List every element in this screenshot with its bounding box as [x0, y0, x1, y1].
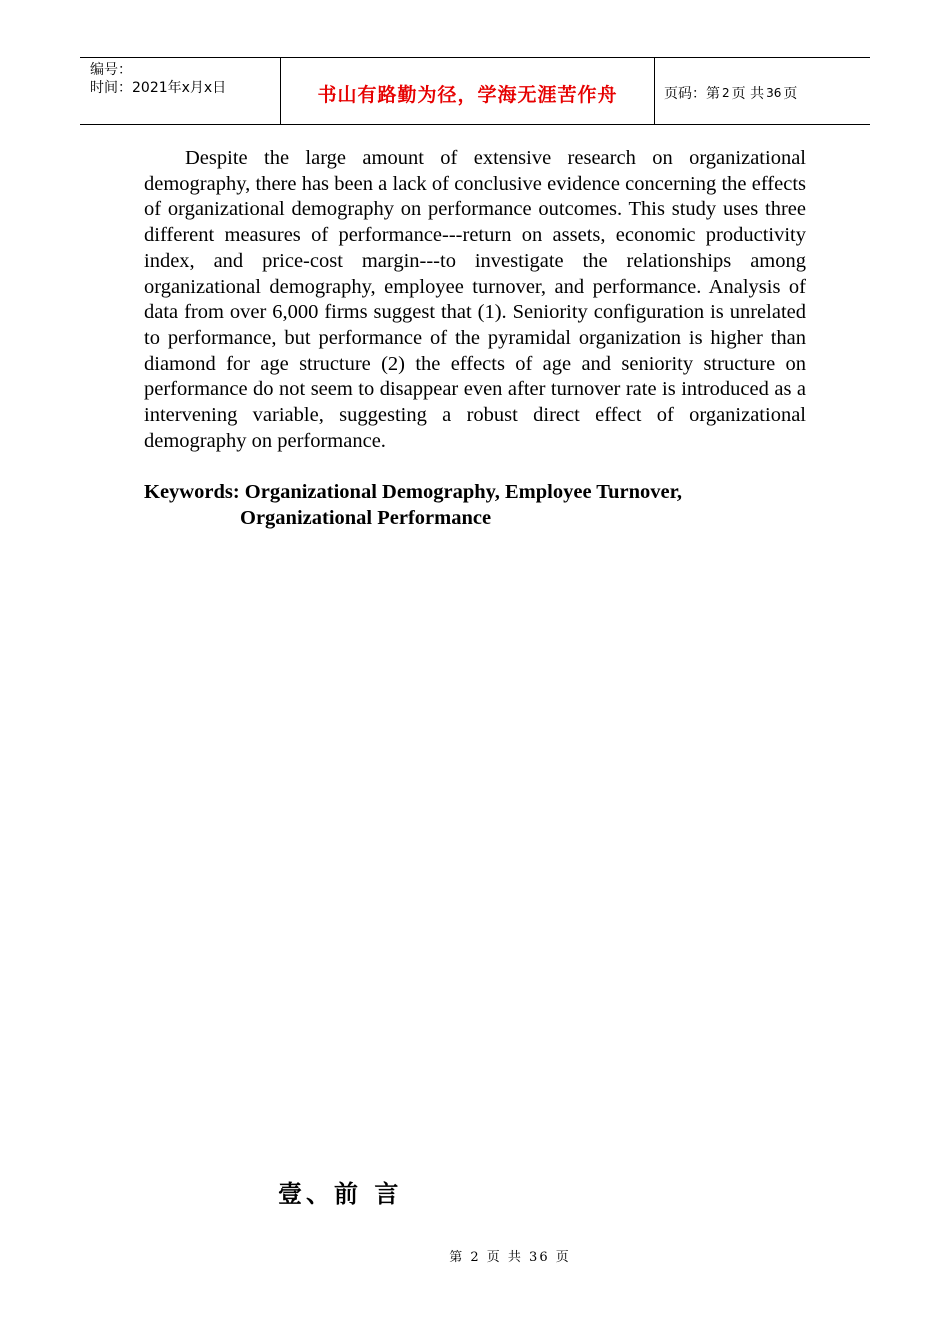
date-label: 时间：2021年x月x日 [90, 80, 227, 96]
header-motto-cell [281, 58, 655, 124]
section-heading: 壹、前 言 [278, 1179, 403, 1208]
motto-text: 书山有路勤为径，学海无涯苦作舟 [317, 83, 618, 106]
header-page-cell [655, 58, 870, 124]
page-prefix: 页码：第 [664, 86, 720, 102]
keywords-line-1: Keywords: Organizational Demography, Employee Turnover, [144, 481, 682, 503]
page-mid: 页 共 [731, 86, 765, 102]
header-info-cell [80, 58, 281, 124]
page-header [80, 57, 870, 125]
abstract-paragraph: Despite the large amount of extensive research on organizational demography, there has been a lack of conclusive evidence concerning the effects of organizational demography on performance outcomes. This study uses three different measures of performance---return on assets, economic productivity index, and price-cost margin---to investigate the relationships among organizational demography, employee turnover, and performance. Analysis of data from over 6,000 firms suggest that (1). Seniority configuration is unrelated to performance, but performance of the pyramidal organization is higher than diamond for age structure (2) the effects of age and seniority structure on performance do not seem to disappear even after turnover rate is introduced as a intervening variable, suggesting a robust direct effect of organizational demography on performance. [144, 147, 806, 452]
page-current: 2 [722, 86, 730, 100]
keywords-line-2: Organizational Performance [240, 506, 492, 529]
page-suffix: 页 [783, 86, 798, 102]
serial-label: 编号： [90, 62, 132, 78]
abstract-body [144, 146, 806, 454]
keywords-block [144, 480, 806, 531]
page-footer: 第 2 页 共 36 页 [449, 1250, 571, 1265]
page-total: 36 [766, 86, 782, 100]
